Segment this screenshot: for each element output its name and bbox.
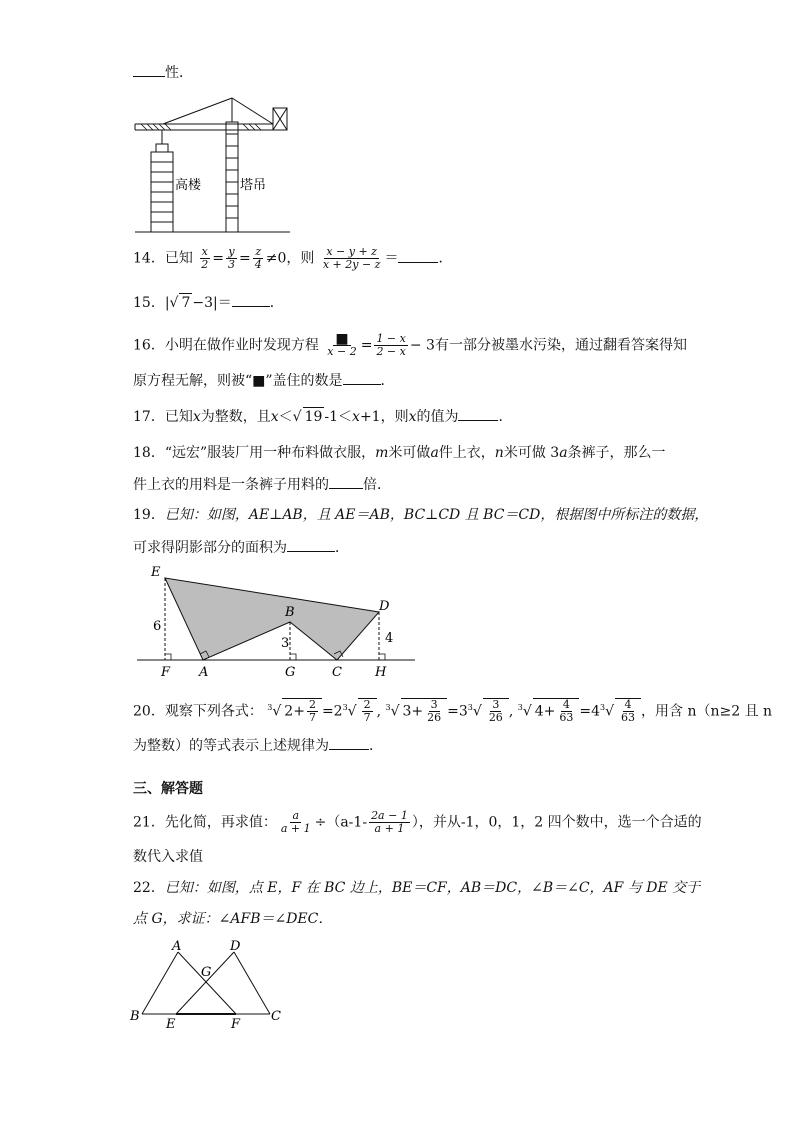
fraction: [279, 810, 313, 835]
question-21-line2: 数代入求值: [133, 849, 203, 865]
q19-text: 已知：如图，AE⊥AB，且 AE＝AB，BC⊥CD 且 BC＝CD，根据图中所标注的数据，: [164, 507, 709, 523]
label-D: D: [230, 939, 241, 954]
q16-tail: − 3有一部分被墨水污染，通过翻看答案得知: [409, 337, 687, 354]
numerator: 3: [492, 698, 500, 711]
fraction: [199, 246, 210, 271]
period: ．: [498, 409, 513, 425]
q18-number: 18．: [133, 445, 165, 461]
q19-line2-text: 可求得阴影部分的面积为: [133, 540, 287, 556]
question-18-line2: [133, 474, 391, 494]
building-label: 高楼: [175, 178, 202, 193]
period: ．: [438, 250, 453, 267]
question-15: [133, 292, 284, 312]
fraction: [487, 699, 505, 724]
answer-blank[interactable]: [329, 735, 369, 750]
numerator: 2: [308, 698, 316, 711]
question-18: [133, 444, 666, 462]
var-n: n: [494, 445, 504, 461]
q13-tail: [133, 62, 193, 82]
question-20: 20．观察下列各式： $^3$√ 2+ $\frac{2}{7}$ $=2^3√$ $\frac{2}{7}$ , $^3$√ 3+ $\frac{3}{26}$ $=3^3√$ $\frac{3}{26}$ , $^3$√ 4+ $\frac{4}{63}$ $=4^3√$ $\frac{4}{63}$ ，用含 n（n≥2 且 n: [133, 698, 773, 724]
q22-text: 已知：如图，点 E，F 在 BC 边上，BE＝CF，AB＝DC，∠B＝∠C，AF 与 DE 交于: [164, 880, 701, 896]
q17-text: 已知: [164, 409, 193, 425]
expr: =3: [447, 703, 468, 720]
q20-tail: ，用含 n（n≥2 且 n: [641, 703, 773, 720]
section-title: 三、解答题: [133, 781, 203, 797]
question-14: 14．已知 $\frac{x}{2}$ = $\frac{y}{3}$ = $\frac{z}{4}$ ≠0，则 $\frac{x - y + z}{x + 2y - z}$ ＝ ．: [133, 245, 453, 271]
period: 倍．: [363, 477, 391, 493]
label-G: G: [285, 665, 296, 680]
fraction: [362, 699, 373, 724]
q20-number: 20．: [133, 703, 165, 720]
question-19: [133, 506, 708, 524]
length-4: 4: [385, 631, 394, 646]
answer-blank[interactable]: [133, 62, 165, 77]
denominator: 2 − x: [376, 345, 406, 358]
question-22-line2: 点 G，求证：∠AFB＝∠DEC．: [133, 911, 333, 927]
expr: 4+: [534, 703, 556, 720]
figure-22: [128, 938, 288, 1030]
fraction: [619, 699, 637, 724]
q13-suffix: 性．: [165, 65, 193, 81]
answer-blank[interactable]: [343, 370, 381, 385]
var-x: x: [192, 409, 201, 425]
q19-number: 19．: [133, 507, 165, 523]
denominator: 63: [559, 711, 574, 724]
numerator: 2a − 1: [371, 809, 408, 822]
q18-text: 米可做: [388, 445, 431, 461]
period: ．: [369, 738, 383, 754]
question-20-line2: [133, 735, 383, 755]
fraction: [226, 246, 237, 271]
label-F: F: [161, 665, 171, 680]
q17-text: 为整数，且: [200, 409, 271, 425]
denominator: 3: [228, 258, 236, 271]
crane-label: 塔吊: [240, 178, 267, 193]
q18-text: 条裤子，那么一: [567, 445, 666, 461]
answer-blank[interactable]: [458, 406, 498, 421]
fraction: [325, 333, 358, 358]
q21-mid: ÷（a-1-: [314, 814, 368, 831]
q16-number: 16．: [133, 337, 165, 354]
fraction: [425, 699, 443, 724]
radicand: 19: [304, 409, 323, 425]
label-G: G: [201, 965, 212, 980]
numerator: 4: [624, 698, 632, 711]
q17-text: -1＜: [324, 409, 353, 425]
label-H: H: [375, 665, 387, 680]
numerator: x: [201, 245, 208, 258]
q14-neq: ≠0，则: [265, 250, 315, 267]
numerator: z: [255, 245, 262, 258]
q15-number: 15．: [133, 295, 165, 311]
q16-line2-text: 原方程无解，则被“■”盖住的数是: [133, 373, 343, 389]
label-A: A: [172, 939, 182, 954]
var-x: x: [270, 409, 279, 425]
question-17: [133, 406, 512, 426]
figure-19: [133, 560, 423, 680]
var-a: a: [430, 445, 439, 461]
q18-line2-text: 件上衣的用料是一条裤子用料的: [133, 477, 329, 493]
fraction: [253, 246, 264, 271]
var-x: x: [408, 409, 417, 425]
var-m: m: [375, 445, 389, 461]
denominator: 7: [308, 711, 316, 724]
sqrt-icon: √: [169, 295, 179, 311]
q17-text: +1，则: [359, 409, 409, 425]
q20-line2-text: 为整数）的等式表示上述规律为: [133, 738, 329, 754]
var-a: a: [559, 445, 568, 461]
numerator: x − y + z: [326, 245, 377, 258]
q14-prefix: 已知: [164, 250, 193, 267]
abs-bar: |: [164, 295, 170, 311]
denominator: 26: [488, 711, 503, 724]
q16-text: 小明在做作业时发现方程: [164, 337, 319, 354]
q18-text: 件上衣，: [438, 445, 495, 461]
label-C: C: [332, 665, 342, 680]
denominator: 7: [363, 711, 371, 724]
q20-text: 观察下列各式：: [164, 703, 263, 720]
equals: =: [360, 337, 373, 354]
q18-text: 米可做 3: [503, 445, 560, 461]
denominator: 63: [621, 711, 636, 724]
label-D: D: [379, 599, 390, 614]
equals: ＝: [384, 250, 399, 267]
answer-blank[interactable]: [232, 292, 270, 307]
question-22: [133, 879, 700, 897]
denominator: a + 1: [374, 822, 405, 835]
question-16: [133, 333, 687, 358]
q21-text: 先化简，再求值：: [164, 814, 277, 831]
denominator: x + 2y − z: [322, 258, 381, 271]
question-16-line2: [133, 370, 395, 390]
denominator: 2: [201, 258, 209, 271]
q15-post: −3|＝: [192, 295, 232, 311]
q21-tail: ），并从-1，0，1，2 四个数中，选一个合适的: [411, 814, 702, 831]
numerator: 4: [562, 698, 570, 711]
numerator: y: [228, 245, 235, 258]
question-21: [133, 810, 702, 835]
expr: 3+: [402, 703, 424, 720]
expr: =4: [579, 703, 601, 720]
answer-blank[interactable]: [287, 537, 335, 552]
expr: 2+: [284, 703, 305, 720]
numerator: 2: [363, 698, 371, 711]
label-A: A: [199, 665, 209, 680]
answer-blank[interactable]: [329, 474, 363, 489]
numerator: 3: [430, 698, 438, 711]
question-19-line2: [133, 537, 349, 557]
radicand: 7: [181, 295, 191, 311]
sqrt-icon: √: [292, 409, 302, 425]
less-than: ＜: [278, 409, 293, 425]
denominator: 4: [254, 258, 262, 271]
fraction: [369, 810, 410, 835]
q22-number: 22．: [133, 880, 165, 896]
length-3: 3: [281, 636, 290, 651]
fraction: [307, 699, 318, 724]
label-E: E: [151, 565, 161, 580]
denominator: x − 2: [327, 345, 357, 358]
period: ．: [269, 295, 284, 311]
label-C: C: [271, 1009, 281, 1024]
answer-blank[interactable]: [398, 248, 438, 263]
period: ．: [380, 373, 395, 389]
label-B: B: [130, 1009, 140, 1024]
numerator: a: [292, 809, 299, 822]
label-E: E: [166, 1017, 176, 1030]
q18-text: “远宏”服装厂用一种布料做衣服，: [164, 445, 376, 461]
expr: =2: [321, 703, 343, 720]
period: ．: [335, 540, 349, 556]
denominator: a + 1: [280, 822, 311, 835]
q17-text: 的值为: [416, 409, 459, 425]
q14-number: 14．: [133, 250, 165, 267]
q17-number: 17．: [133, 409, 165, 425]
numerator: ■: [335, 331, 349, 347]
label-B: B: [285, 605, 295, 620]
fraction: [374, 333, 407, 358]
fraction: [557, 699, 575, 724]
fraction: [321, 246, 383, 271]
q21-number: 21．: [133, 814, 165, 831]
label-F: F: [231, 1017, 241, 1030]
crane-figure: [133, 94, 293, 236]
denominator: 26: [427, 711, 442, 724]
numerator: 1 − x: [376, 332, 406, 345]
length-6: 6: [153, 619, 162, 634]
var-x: x: [352, 409, 360, 425]
